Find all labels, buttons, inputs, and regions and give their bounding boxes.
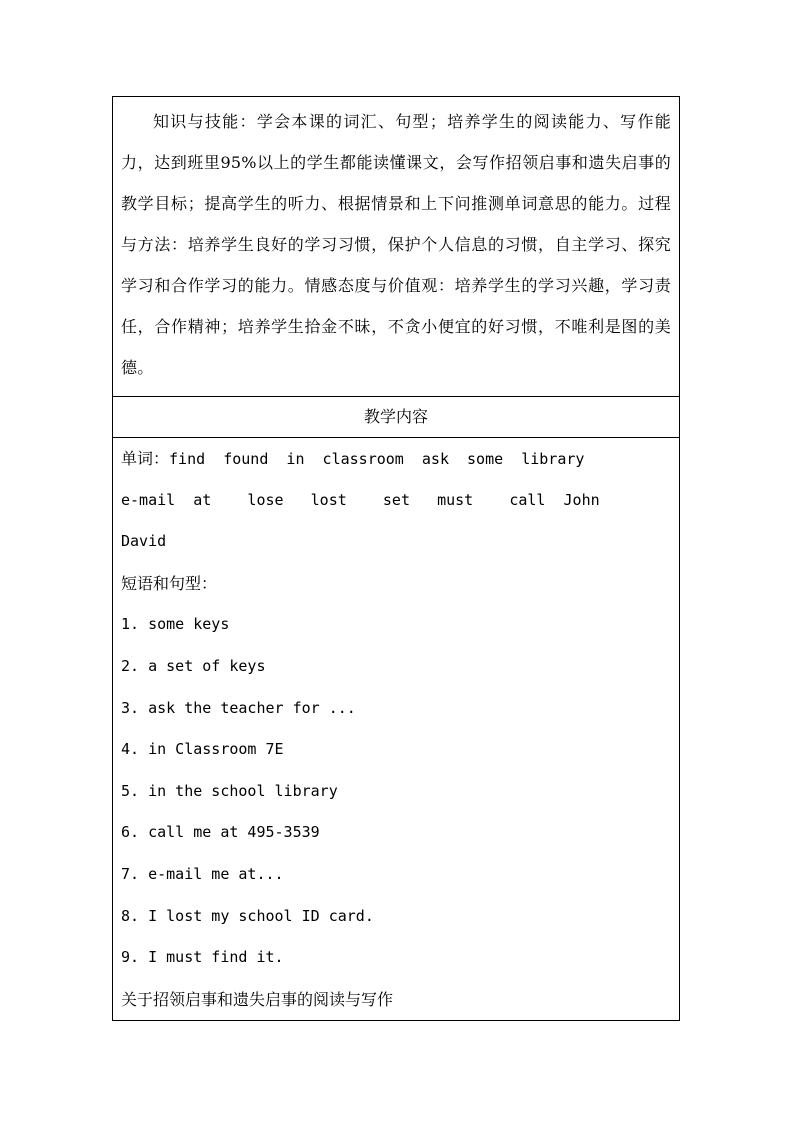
phrase-item: 9. I must find it. (121, 948, 284, 967)
phrases-label: 短语和句型： (121, 573, 218, 593)
section-header: 教学内容 (363, 407, 428, 426)
vocabulary-words-1: find found in classroom ask some library (169, 450, 585, 468)
vocabulary-words-2: e-mail at lose lost set must call John (121, 490, 600, 509)
closing-topic: 关于招领启事和遗失启事的阅读与写作 (121, 989, 394, 1009)
vocabulary-label: 单词： (121, 449, 170, 468)
phrase-item: 4. in Classroom 7E (121, 740, 284, 759)
vocabulary-line-1 (121, 438, 671, 480)
phrase-item: 2. a set of keys (121, 656, 266, 675)
phrase-item: 3. ask the teacher for ... (121, 698, 356, 717)
vocabulary-words-3: David (121, 532, 167, 551)
teaching-objectives-cell (113, 97, 679, 396)
lesson-plan-table (112, 96, 680, 1021)
phrase-item: 6. call me at 495-3539 (121, 823, 320, 842)
teaching-content-cell (113, 438, 679, 1020)
phrase-item: 8. I lost my school ID card. (121, 906, 374, 925)
phrase-item: 7. e-mail me at... (121, 864, 284, 883)
teaching-objectives-text: 知识与技能：学会本课的词汇、句型；培养学生的阅读能力、写作能力，达到班里95%以上的学生都能读懂课文，会写作招领启事和遗失启事的教学目标；提高学生的听力、根据情景和上下问推测单词意思的能力。过程与方法：培养学生良好的学习习惯，保护个人信息的习惯，自主学习、探究学习和合作学习的能力。情感态度与价值观：培养学生的学习兴趣，学习责任，合作精神；培养学生拾金不昧，不贪小便宜的好习惯，不唯利是图的美德。 (121, 112, 671, 377)
phrase-item: 5. in the school library (121, 781, 338, 800)
phrase-item: 1. some keys (121, 615, 230, 634)
